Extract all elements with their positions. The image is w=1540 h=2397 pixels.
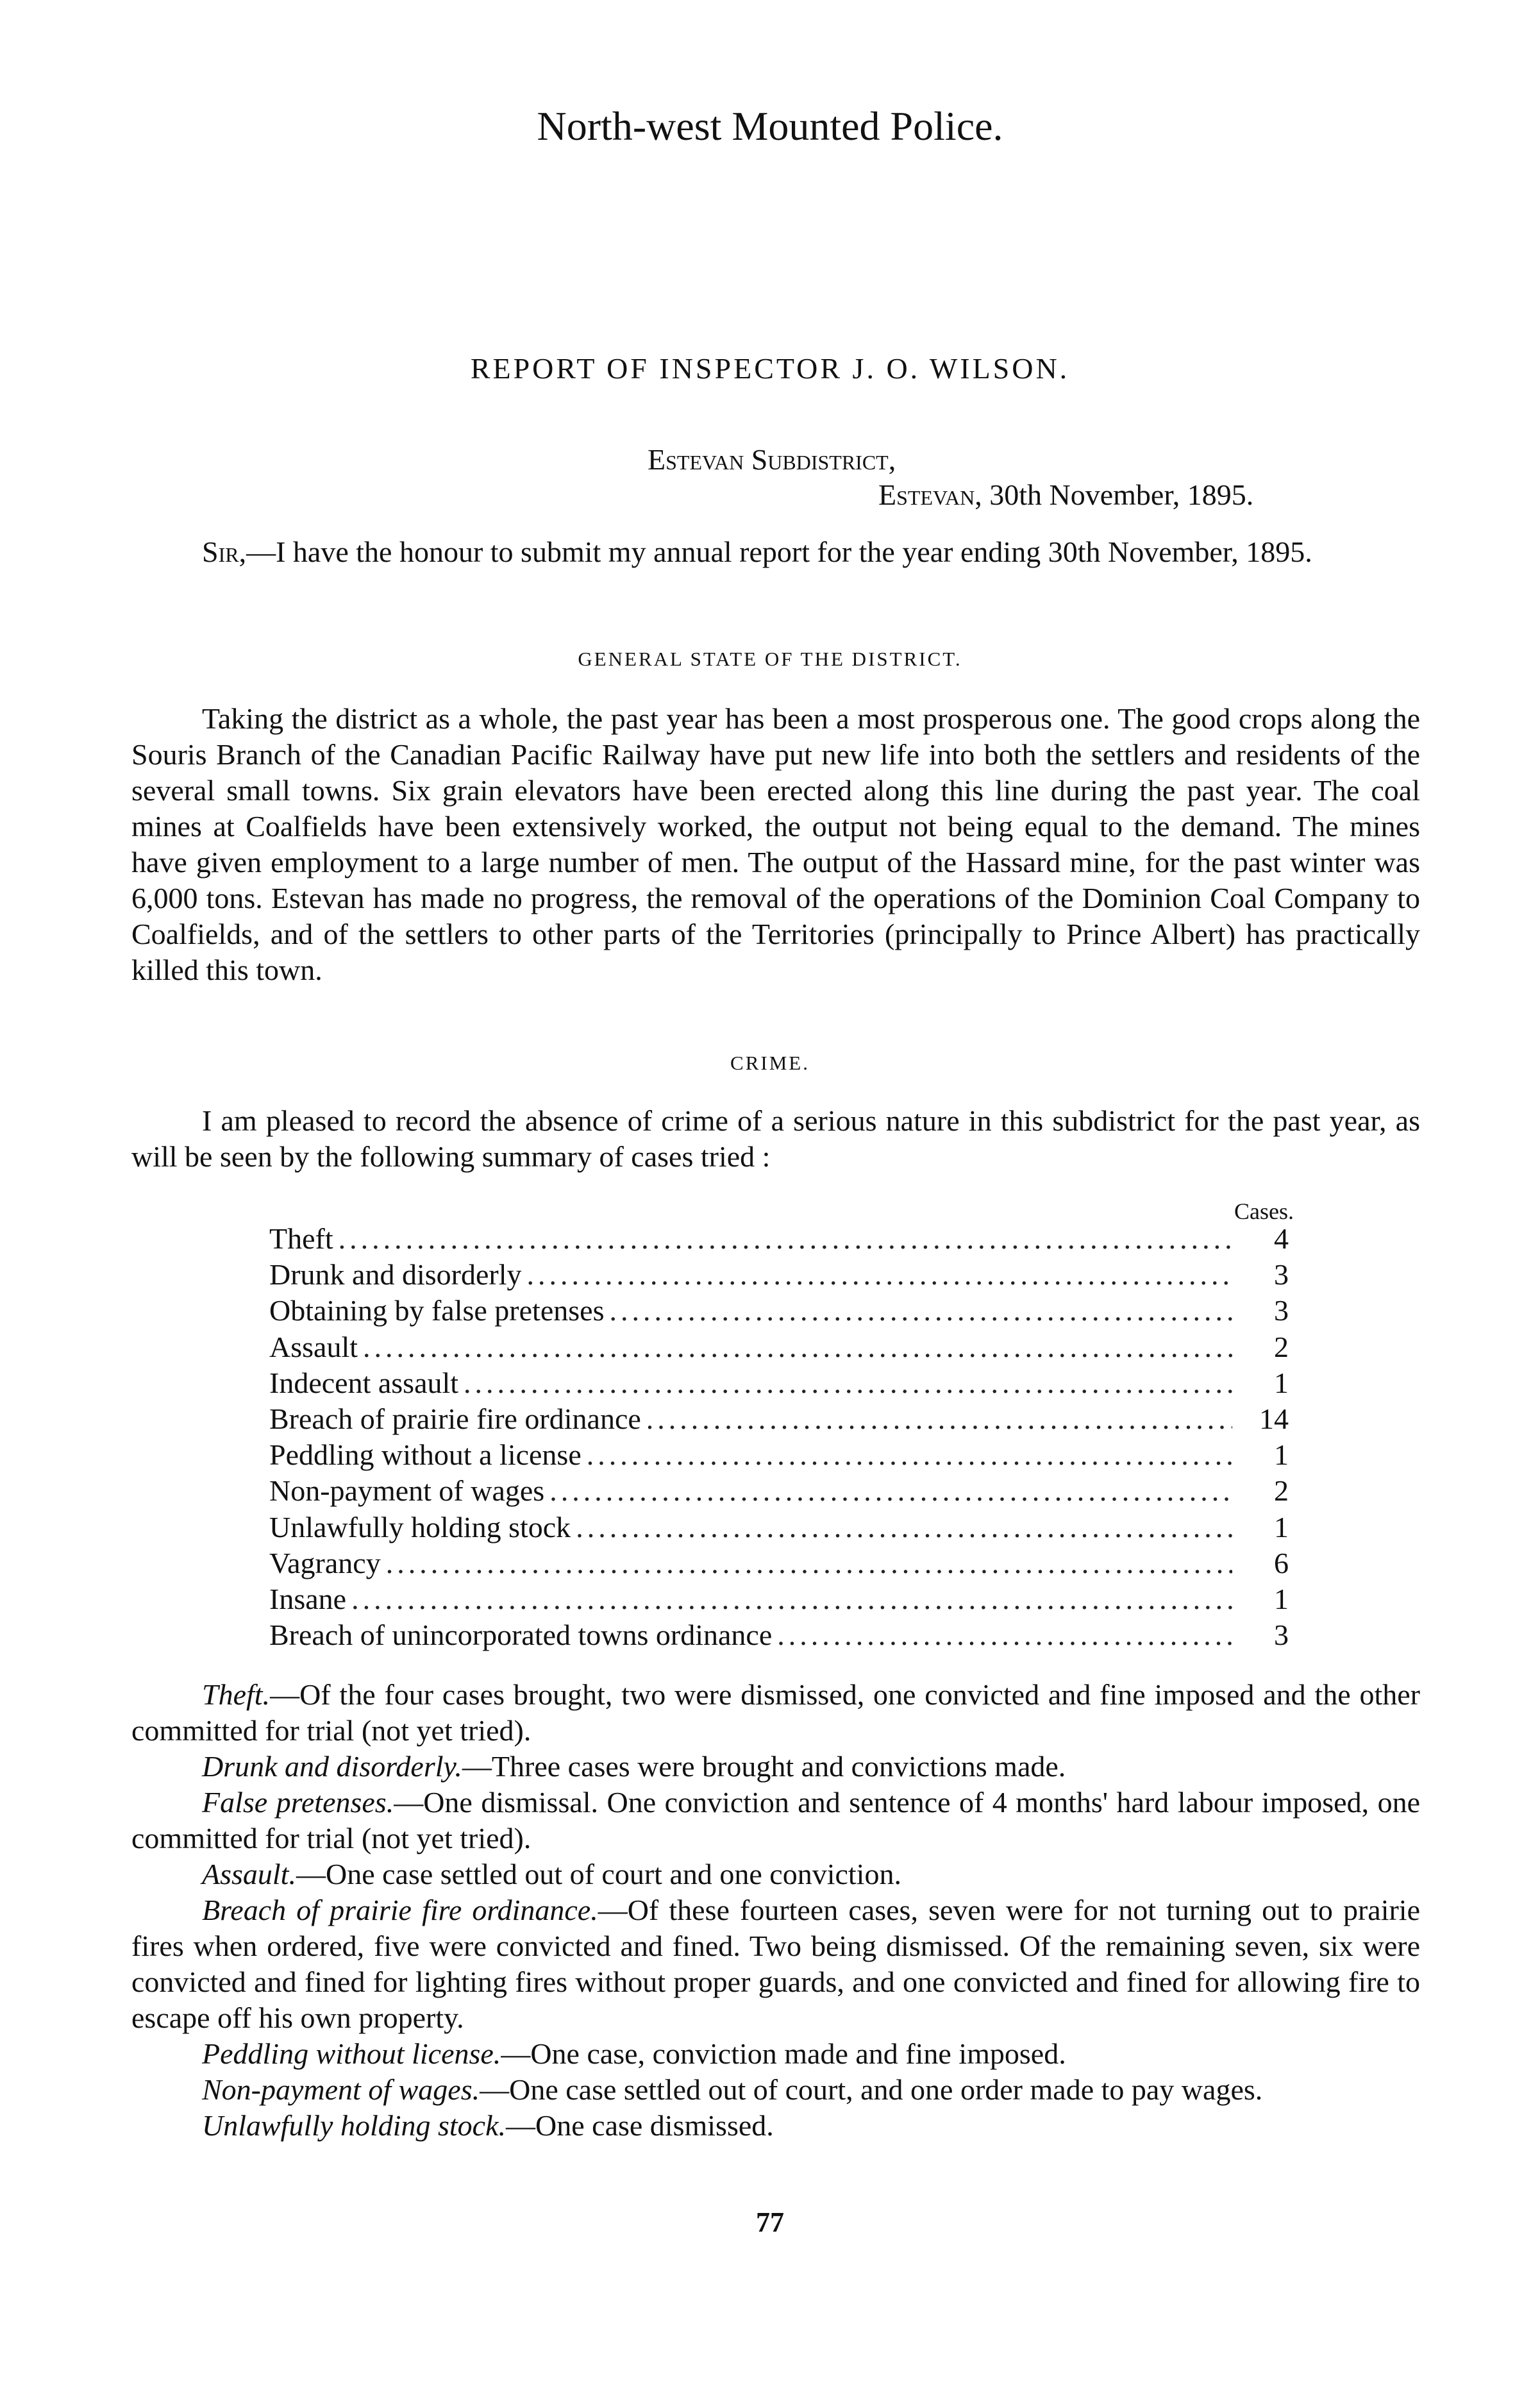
leader-dots [777,1618,1232,1652]
heading-general-state: GENERAL STATE OF THE DISTRICT. [578,648,962,670]
note-drunk [131,1749,1420,1785]
note-text: —Three cases were brought and convictions made. [462,1750,1066,1783]
note-title: False pretenses. [202,1786,394,1819]
note-false-pretenses [131,1785,1420,1856]
note-title: Unlawfully holding stock. [202,2109,506,2142]
case-count: 3 [1274,1619,1289,1652]
note-title: Drunk and disorderly. [202,1750,462,1783]
note-theft [131,1677,1420,1749]
table-row [269,1402,1289,1438]
place-town: Estevan, [878,478,982,511]
table-row [269,1546,1289,1582]
cases-table [269,1222,1289,1654]
leader-dots [526,1257,1232,1291]
case-count: 2 [1274,1474,1289,1508]
table-row [269,1330,1289,1366]
note-text: —One dismissal. One conviction and sentence of 4 months' hard labour imposed, one committed for trial (not yet tried). [131,1786,1420,1855]
note-prairie-fire [131,1892,1420,2036]
table-row [269,1366,1289,1402]
cases-column-header: Cases. [1234,1198,1294,1224]
case-count: 1 [1274,1366,1289,1399]
leader-dots [351,1582,1232,1616]
running-head: North-west Mounted Police. [537,103,1003,149]
note-title: Theft. [202,1678,271,1711]
note-stock [131,2108,1420,2144]
note-title: Peddling without license. [202,2037,501,2070]
leader-dots [339,1222,1232,1256]
case-label: Assault [269,1330,358,1363]
place-line-subdistrict [648,442,896,476]
case-label: Insane [269,1582,347,1615]
leader-dots [576,1510,1232,1544]
salutation-text: —I have the honour to submit my annual report for the year ending 30th November, 1895. [246,535,1312,568]
case-label: Unlawfully holding stock [269,1510,571,1543]
table-row [269,1474,1289,1510]
note-wages [131,2072,1420,2108]
table-row [269,1438,1289,1474]
case-label: Peddling without a license [269,1438,582,1472]
table-row [269,1293,1289,1329]
leader-dots [609,1293,1232,1327]
page-number: 77 [756,2207,784,2238]
case-count: 1 [1274,1582,1289,1615]
case-notes [131,1677,1420,2144]
table-row [269,1582,1289,1618]
table-row [269,1257,1289,1293]
case-label: Obtaining by false pretenses [269,1294,605,1327]
place-line-date [878,478,1253,512]
case-label: Non-payment of wages [269,1474,545,1508]
case-count: 1 [1274,1510,1289,1543]
table-row [269,1222,1289,1257]
heading-crime: CRIME. [730,1052,810,1074]
leader-dots [587,1438,1232,1472]
note-text: —One case dismissed. [506,2109,774,2142]
case-count: 6 [1274,1546,1289,1579]
general-state-paragraph: Taking the district as a whole, the past year has been a most prosperous one. The good crops along the Souris Branch of the Canadian Pacific Railway have put new life into both the settlers and residents of the several small towns. Six grain elevators have been erected along this line during the past year. The coal mines at Coalfields have been extensively worked, the output not being equal to the demand. The mines have given employment to a large number of men. The output of the Hassard mine, for the past winter was 6,000 tons. Estevan has made no progress, the removal of the operations of the Dominion Coal Company to Coalfields, and of the settlers to other parts of the Territories (principally to Prince Albert) has practically killed this town. [131,702,1420,986]
leader-dots [549,1474,1232,1508]
note-text: —One case, conviction made and fine imposed. [501,2037,1066,2070]
note-text: —Of the four cases brought, two were dismissed, one convicted and fine imposed and the other committed for trial (not yet tried). [131,1678,1420,1747]
salutation-paragraph [131,534,1420,570]
case-count: 3 [1274,1294,1289,1327]
leader-dots [386,1546,1232,1580]
note-assault [131,1856,1420,1892]
note-text: —One case settled out of court and one conviction. [296,1858,901,1890]
salutation-sir: Sir, [202,535,247,568]
case-label: Vagrancy [269,1546,381,1579]
case-count: 2 [1274,1330,1289,1363]
case-count: 14 [1259,1402,1289,1435]
note-title: Assault. [202,1858,296,1890]
case-count: 3 [1274,1258,1289,1291]
leader-dots [363,1330,1232,1364]
crime-paragraph: I am pleased to record the absence of crime of a serious nature in this subdistrict for the past year, as will be seen by the following summary of cases tried : [131,1104,1420,1173]
case-label: Breach of prairie fire ordinance [269,1402,641,1435]
case-label: Drunk and disorderly [269,1258,522,1291]
table-row [269,1510,1289,1546]
note-peddling [131,2036,1420,2072]
case-count: 1 [1274,1438,1289,1472]
note-title: Breach of prairie fire ordinance. [202,1894,598,1926]
note-text: —One case settled out of court, and one order made to pay wages. [480,2073,1263,2106]
report-title: REPORT OF INSPECTOR J. O. WILSON. [470,352,1070,385]
case-label: Indecent assault [269,1366,459,1399]
leader-dots [646,1402,1232,1436]
table-row [269,1618,1289,1654]
place-subdistrict: Estevan Subdistrict, [648,443,896,476]
leader-dots [464,1366,1232,1400]
case-count: 4 [1274,1222,1289,1255]
case-label: Theft [269,1222,333,1255]
note-title: Non-payment of wages. [202,2073,480,2106]
place-date: 30th November, 1895. [982,478,1254,511]
case-label: Breach of unincorporated towns ordinance [269,1619,773,1652]
note-text: —Of these fourteen cases, seven were for not turning out to prairie fires when ordered, five were convicted and fined. Two being dismissed. Of the remaining seven, six were convicted and fined for lighting fires without proper guards, and one convicted and fined for allowing fire to escape off his own property. [131,1894,1421,2034]
